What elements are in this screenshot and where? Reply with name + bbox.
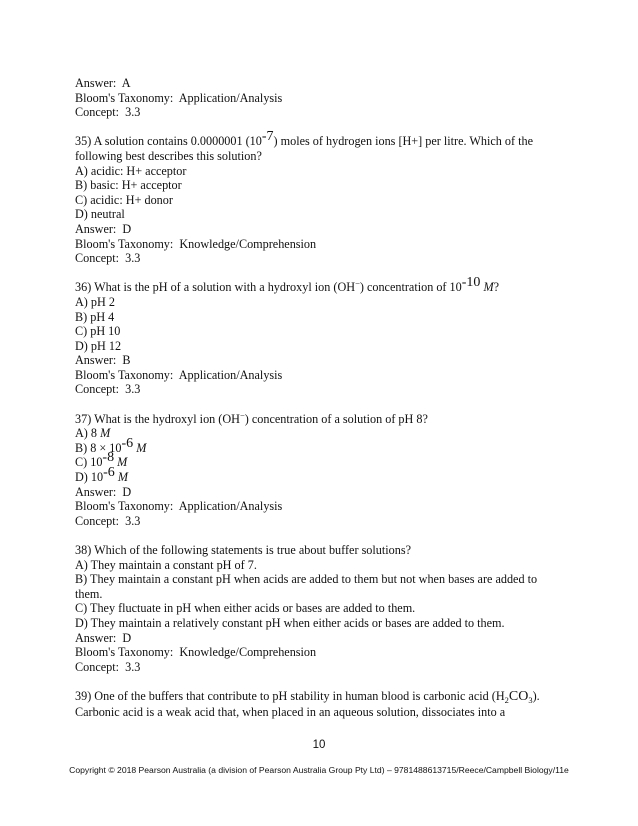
option-b: B) pH 4: [75, 309, 115, 324]
question-36-stem: 36) What is the pH of a solution with a hydroxyl ion (OH−) concentration of 10-10 M?: [75, 275, 500, 295]
copyright-footer: Copyright © 2018 Pearson Australia (a division of Pearson Australia Group Pty Ltd) – 9781488613715/Reece/Campbell Biology/11e: [69, 765, 569, 775]
answer-line: Answer: D: [75, 221, 132, 236]
concept-line: Concept: 3.3: [75, 105, 141, 120]
question-37-stem: 37) What is the hydroxyl ion (OH−) concentration of a solution of pH 8?: [75, 409, 428, 426]
answer-line: Answer: A: [75, 76, 131, 90]
question-39-stem-cont: Carbonic acid is a weak acid that, when placed in an aqueous solution, dissociates into a: [75, 704, 506, 719]
option-c: C) They fluctuate in pH when either acids or bases are added to them.: [75, 601, 416, 616]
concept-line: Concept: 3.3: [75, 382, 141, 397]
bloom-line: Bloom's Taxonomy: Application/Analysis: [75, 367, 283, 382]
option-c: C) acidic: H+ donor: [75, 192, 173, 207]
question-39-stem: 39) One of the buffers that contribute to pH stability in human blood is carbonic acid $(H_2CO_3)$.: [75, 688, 540, 705]
bloom-line: Bloom's Taxonomy: Application/Analysis: [75, 90, 283, 105]
question-35-stem: 35) A solution contains 0.0000001 (10-7) moles of hydrogen ions [H+] per litre. Which of the: [75, 129, 534, 149]
option-a: A) acidic: H+ acceptor: [75, 163, 187, 178]
concept-line: Concept: 3.3: [75, 513, 141, 528]
page-content: [75, 76, 565, 719]
bloom-line: Bloom's Taxonomy: Knowledge/Comprehension: [75, 645, 317, 660]
answer-line: Answer: B: [75, 353, 131, 368]
concept-line: Concept: 3.3: [75, 251, 141, 266]
option-d: D) They maintain a relatively constant pH when either acids or bases are added to them.: [75, 615, 505, 630]
option-b: B) basic: H+ acceptor: [75, 178, 182, 193]
answer-line: Answer: D: [75, 484, 132, 499]
option-c: C) pH 10: [75, 324, 121, 339]
question-35-stem-cont: following best describes this solution?: [75, 148, 262, 163]
option-b: B) They maintain a constant pH when acids are added to them but not when bases are added to: [75, 572, 538, 587]
page-number: 10: [312, 739, 326, 751]
bloom-line: Bloom's Taxonomy: Application/Analysis: [75, 499, 283, 514]
option-a: A) 8 M: [75, 426, 111, 441]
bloom-line: Bloom's Taxonomy: Knowledge/Comprehension: [75, 236, 317, 251]
option-c: C) 10-8 M: [75, 450, 128, 470]
option-a: A) pH 2: [75, 294, 115, 309]
option-b-cont: them.: [75, 586, 103, 601]
option-a: A) They maintain a constant pH of 7.: [75, 557, 257, 572]
concept-line: Concept: 3.3: [75, 659, 141, 674]
option-d: D) pH 12: [75, 338, 122, 353]
answer-line: Answer: D: [75, 630, 132, 645]
option-b: B) 8 × 10-6 M: [75, 435, 147, 455]
option-d: D) neutral: [75, 207, 125, 222]
option-d: D) 10-6 M: [75, 465, 128, 485]
question-38-stem: 38) Which of the following statements is true about buffer solutions?: [75, 543, 411, 557]
